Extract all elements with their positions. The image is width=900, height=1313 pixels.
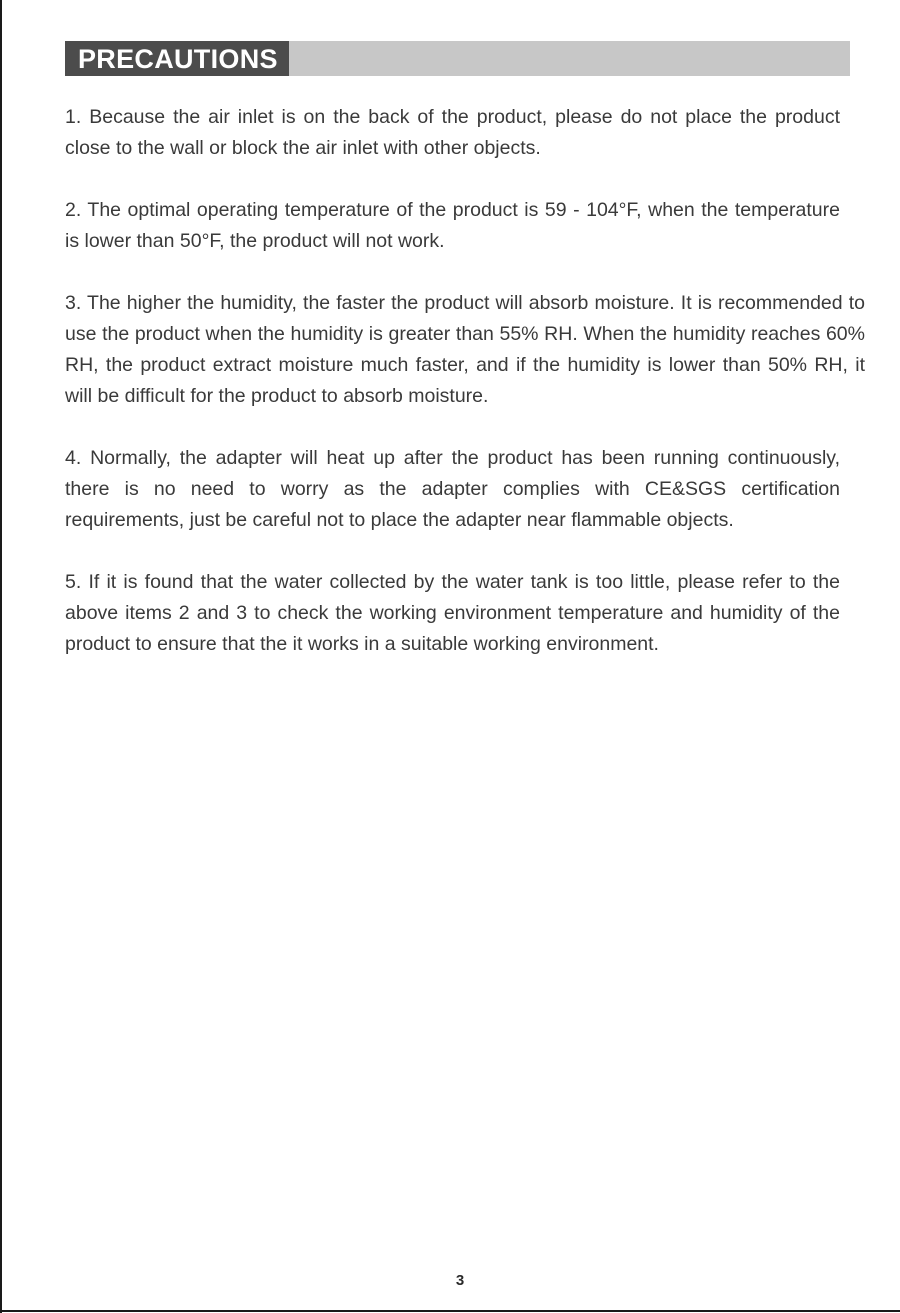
precaution-item-5: 5. If it is found that the water collected by the water tank is too little, please refer to the above items 2 and 3 to check the working environment temperature and humidity of the product to ensure that the it works in a suitable working environment. [65, 571, 840, 655]
precaution-item-1: 1. Because the air inlet is on the back of the product, please do not place the product close to the wall or block the air inlet with other objects. [65, 106, 840, 159]
precautions-list [65, 102, 865, 691]
precaution-item-2: 2. The optimal operating temperature of the product is 59 - 104°F, when the temperature is lower than 50°F, the product will not work. [65, 199, 840, 252]
precaution-item-4: 4. Normally, the adapter will heat up after the product has been running continuously, there is no need to worry as the adapter complies with CE&SGS certification requirements, just be careful not to place the adapter near flammable objects. [65, 447, 840, 531]
page-number: 3 [455, 1272, 465, 1289]
precaution-item-3: 3. The higher the humidity, the faster the product will absorb moisture. It is recommended to use the product when the humidity is greater than 55% RH. When the humidity reaches 60% RH, the product extract moisture much faster, and if the humidity is lower than 50% RH, it will be difficult for the product to absorb moisture. [65, 292, 865, 407]
page-bottom-border [0, 1310, 900, 1312]
section-title: PRECAUTIONS [65, 41, 289, 76]
page-left-border [0, 0, 2, 1313]
